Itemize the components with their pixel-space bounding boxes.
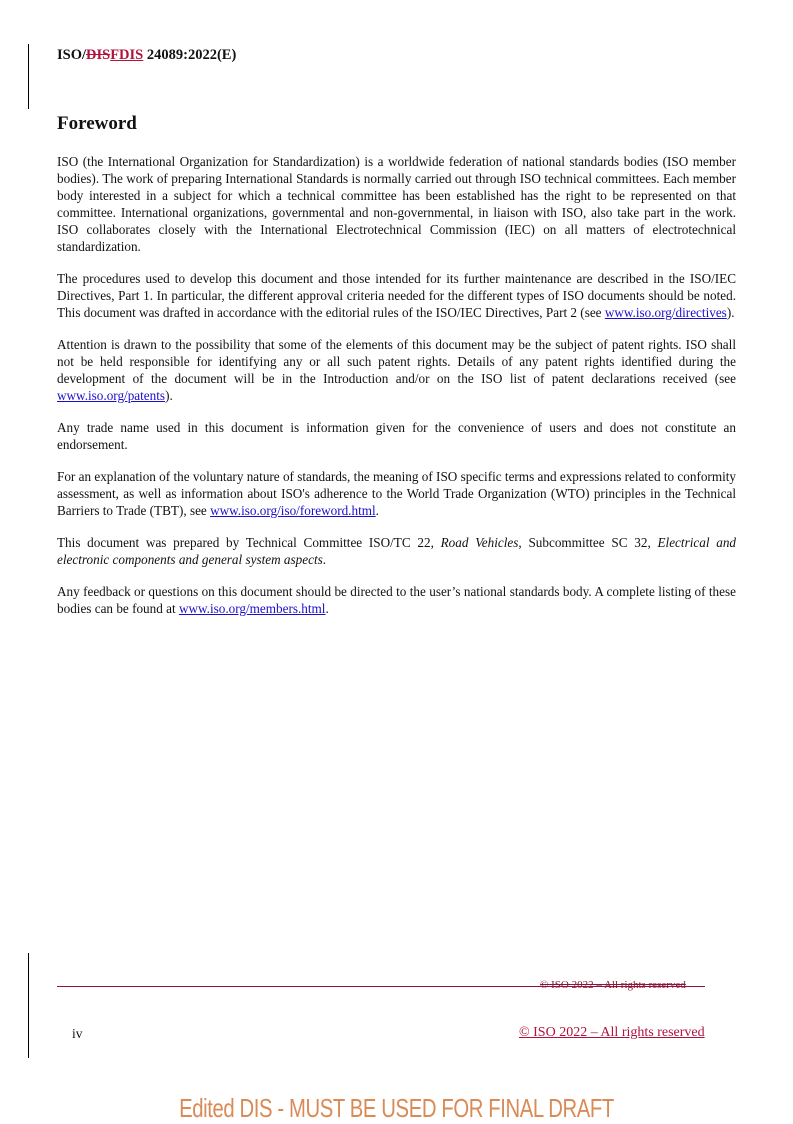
text: This document was prepared by Technical Committee ISO/TC 22, [57, 535, 441, 550]
paragraph [57, 336, 736, 404]
text: The procedures used to develop this document and those intended for its further maintenance are described in the ISO/IEC Directives, Part 1. In particular, the different approval criteria needed for the different types of ISO documents should be noted. This document was drafted in accordance with the editorial rules of the ISO/IEC Directives, Part 2 (see [57, 271, 736, 320]
text: ). [726, 305, 735, 320]
text: . [325, 601, 329, 616]
text: For an explanation of the voluntary nature of standards, the meaning of ISO specific terms and expressions related to conformity assessment, as well as information about ISO's adherence to the World Trade Organization (WTO) principles in the Technical Barriers to Trade (TBT), see [57, 469, 736, 518]
page-number: iv [72, 1026, 83, 1041]
text: . [322, 552, 327, 567]
paragraph [57, 583, 736, 617]
members-link[interactable]: www.iso.org/members.html [178, 601, 326, 616]
deleted-copyright: © ISO 2022 – All rights reserved [540, 979, 686, 991]
directives-link[interactable]: www.iso.org/directives [604, 305, 727, 320]
italic-text: Road Vehicles [440, 535, 519, 550]
paragraph: ISO (the International Organization for Standardization) is a worldwide federation of national standards bodies (ISO member bodies). The work of preparing International Standards is normally carried out through ISO technical committees. Each member body interested in a subject for which a technical committee has been established has the right to be represented on that committee. International organizations, governmental and non-governmental, in liaison with ISO, also take part in the work. ISO collaborates closely with the International Electrotechnical Commission (IEC) on all matters of electrotechnical standardization. [57, 154, 736, 254]
id-suffix: 24089:2022(E) [143, 47, 237, 63]
inserted-text: FDIS [110, 47, 144, 63]
text: Any feedback or questions on this document should be directed to the user’s national standards body. A complete listing of these bodies can be found at [57, 584, 736, 616]
id-prefix: ISO/ [57, 47, 87, 63]
paragraph: Any trade name used in this document is information given for the convenience of users and does not constitute an endorsement. [57, 420, 736, 452]
change-bar [28, 44, 29, 109]
deleted-text: DIS [86, 47, 111, 63]
italic-text: Electrical and electronic components and general system aspects [57, 535, 737, 567]
text: , Subcommittee SC 32, [518, 535, 658, 550]
foreword-link[interactable]: www.iso.org/iso/foreword.html [210, 503, 376, 518]
text: ). [165, 388, 173, 403]
text: . [375, 503, 379, 518]
draft-watermark: Edited DIS - MUST BE USED FOR FINAL DRAFT [179, 1093, 614, 1123]
paragraph [57, 534, 736, 568]
document-id [57, 47, 236, 64]
foreword-body [57, 153, 736, 632]
paragraph [57, 468, 736, 519]
page-title: Foreword [57, 113, 137, 134]
change-bar [28, 953, 29, 1058]
paragraph [57, 270, 736, 321]
patents-link[interactable]: www.iso.org/patents [57, 388, 166, 403]
copyright-notice: © ISO 2022 – All rights reserved [519, 1025, 705, 1040]
text: Attention is drawn to the possibility that some of the elements of this document may be the subject of patent rights. ISO shall not be held responsible for identifying any or all such patent rights. Details of any patent rights identified during the development of the document will be in the Introduction and/or on the ISO list of patent declarations received (see [57, 337, 736, 386]
